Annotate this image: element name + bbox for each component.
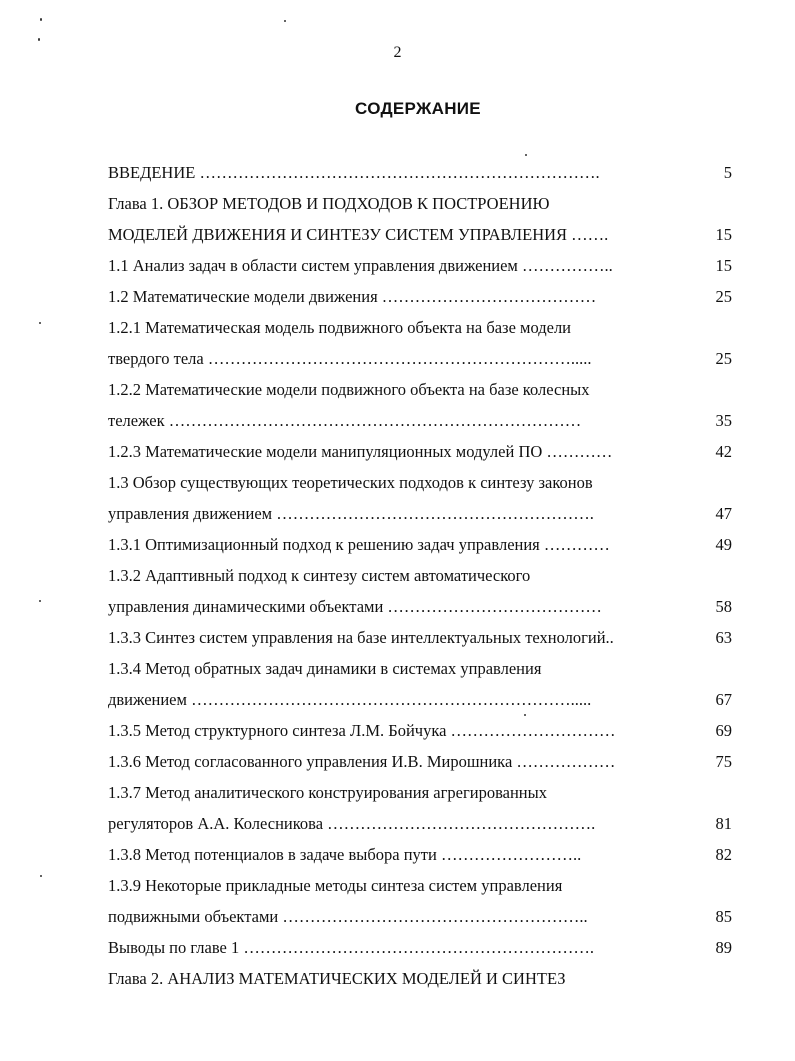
- scan-speck: [38, 38, 40, 41]
- toc-entry: [108, 312, 740, 343]
- toc-entry: [108, 715, 740, 746]
- toc-entry-text: ВВЕДЕНИЕ ……………………………………………………………….: [108, 163, 600, 182]
- toc-entry: [108, 343, 740, 374]
- toc-entry-text: 1.3.2 Адаптивный подход к синтезу систем автоматического: [108, 566, 531, 585]
- toc-entry: [108, 932, 740, 963]
- toc-entry-page: 63: [715, 628, 732, 647]
- toc-entry-page: 67: [715, 690, 732, 709]
- toc-entry-text: управления движением ………………………………………………….: [108, 504, 594, 523]
- toc-entry-page: 69: [715, 721, 732, 740]
- toc-entry-text: Глава 1. ОБЗОР МЕТОДОВ И ПОДХОДОВ К ПОСТРОЕНИЮ: [108, 194, 550, 213]
- toc-entry: [108, 901, 740, 932]
- toc-entry-text: 1.3.1 Оптимизационный подход к решению задач управления …………: [108, 535, 610, 554]
- toc-entry: [108, 219, 740, 250]
- toc-entry: [108, 436, 740, 467]
- toc-entry-text: 1.3.7 Метод аналитического конструирования агрегированных: [108, 783, 547, 802]
- toc-entry-page: 85: [715, 907, 732, 926]
- toc-entry-page: 89: [715, 938, 732, 957]
- toc-entry-page: 81: [715, 814, 732, 833]
- toc-entry: [108, 529, 740, 560]
- page-number: 2: [393, 44, 402, 61]
- toc-entry: [108, 963, 740, 994]
- scan-speck: [39, 322, 41, 324]
- toc-entry: [108, 777, 740, 808]
- toc-entry: [108, 870, 740, 901]
- toc-entry-page: 15: [715, 256, 732, 275]
- toc-entry-text: 1.3.6 Метод согласованного управления И.В. Мирошника ………………: [108, 752, 616, 771]
- toc-entry-page: 25: [715, 287, 732, 306]
- toc-entry: [108, 374, 740, 405]
- toc-entry: [108, 653, 740, 684]
- toc-entry-text: движением …………………………………………………………….....: [108, 690, 592, 709]
- toc-entry-text: МОДЕЛЕЙ ДВИЖЕНИЯ И СИНТЕЗУ СИСТЕМ УПРАВЛЕНИЯ …….: [108, 225, 609, 244]
- toc-entry-text: 1.2.3 Математические модели манипуляционных модулей ПО …………: [108, 442, 613, 461]
- toc-entry-text: регуляторов А.А. Колесникова ………………………………………….: [108, 814, 596, 833]
- toc-entry-text: тележек …………………………………………………………………: [108, 411, 582, 430]
- toc-entry: [108, 684, 740, 715]
- scan-speck: [524, 714, 526, 716]
- toc-entry: [108, 498, 740, 529]
- toc-entry: [108, 560, 740, 591]
- toc-entry: [108, 188, 740, 219]
- toc-entry-text: подвижными объектами ………………………………………………..: [108, 907, 588, 926]
- toc-entry: [108, 839, 740, 870]
- toc-entry: [108, 591, 740, 622]
- toc-entry: [108, 746, 740, 777]
- toc-entry-text: 1.2 Математические модели движения …………………………………: [108, 287, 597, 306]
- toc-entry-page: 58: [715, 597, 732, 616]
- toc-entry: [108, 808, 740, 839]
- toc-entry: [108, 622, 740, 653]
- toc-entry-text: 1.3.8 Метод потенциалов в задаче выбора пути ……………………..: [108, 845, 582, 864]
- toc-entry: [108, 467, 740, 498]
- toc-entry: [108, 405, 740, 436]
- toc-entry-page: 25: [715, 349, 732, 368]
- toc-entry-page: 5: [723, 163, 732, 182]
- toc-entry-text: 1.3.5 Метод структурного синтеза Л.М. Бойчука …………………………: [108, 721, 616, 740]
- toc-entry-page: 15: [715, 225, 732, 244]
- toc-entry-text: 1.3.3 Синтез систем управления на базе интеллектуальных технологий..: [108, 628, 614, 647]
- toc-entry-text: Выводы по главе 1 ……………………………………………………….: [108, 938, 594, 957]
- toc-entry-page: 49: [715, 535, 732, 554]
- toc-entry-text: 1.3 Обзор существующих теоретических подходов к синтезу законов: [108, 473, 593, 492]
- toc-entry-page: 35: [715, 411, 732, 430]
- toc-entry: [108, 250, 740, 281]
- toc-entry-text: 1.2.1 Математическая модель подвижного объекта на базе модели: [108, 318, 572, 337]
- table-of-contents: [108, 157, 740, 994]
- toc-entry-text: 1.3.9 Некоторые прикладные методы синтеза систем управления: [108, 876, 563, 895]
- toc-entry: [108, 281, 740, 312]
- toc-entry-text: 1.2.2 Математические модели подвижного объекта на базе колесных: [108, 380, 590, 399]
- toc-entry-page: 42: [715, 442, 732, 461]
- toc-entry-text: Глава 2. АНАЛИЗ МАТЕМАТИЧЕСКИХ МОДЕЛЕЙ И СИНТЕЗ: [108, 969, 566, 988]
- toc-entry-text: управления динамическими объектами …………………………………: [108, 597, 602, 616]
- toc-entry-page: 82: [715, 845, 732, 864]
- toc-entry-text: 1.1 Анализ задач в области систем управления движением ……………..: [108, 256, 613, 275]
- scan-speck: [40, 18, 42, 21]
- page-title: СОДЕРЖАНИЕ: [355, 99, 481, 118]
- scan-speck: [40, 875, 42, 877]
- scan-speck: [39, 600, 41, 602]
- toc-entry-page: 47: [715, 504, 732, 523]
- toc-entry-page: 75: [715, 752, 732, 771]
- scan-speck: [525, 154, 527, 156]
- toc-entry: [108, 157, 740, 188]
- scan-speck: [284, 20, 286, 22]
- toc-entry-text: твердого тела ………………………………………………………….....: [108, 349, 592, 368]
- toc-entry-text: 1.3.4 Метод обратных задач динамики в системах управления: [108, 659, 542, 678]
